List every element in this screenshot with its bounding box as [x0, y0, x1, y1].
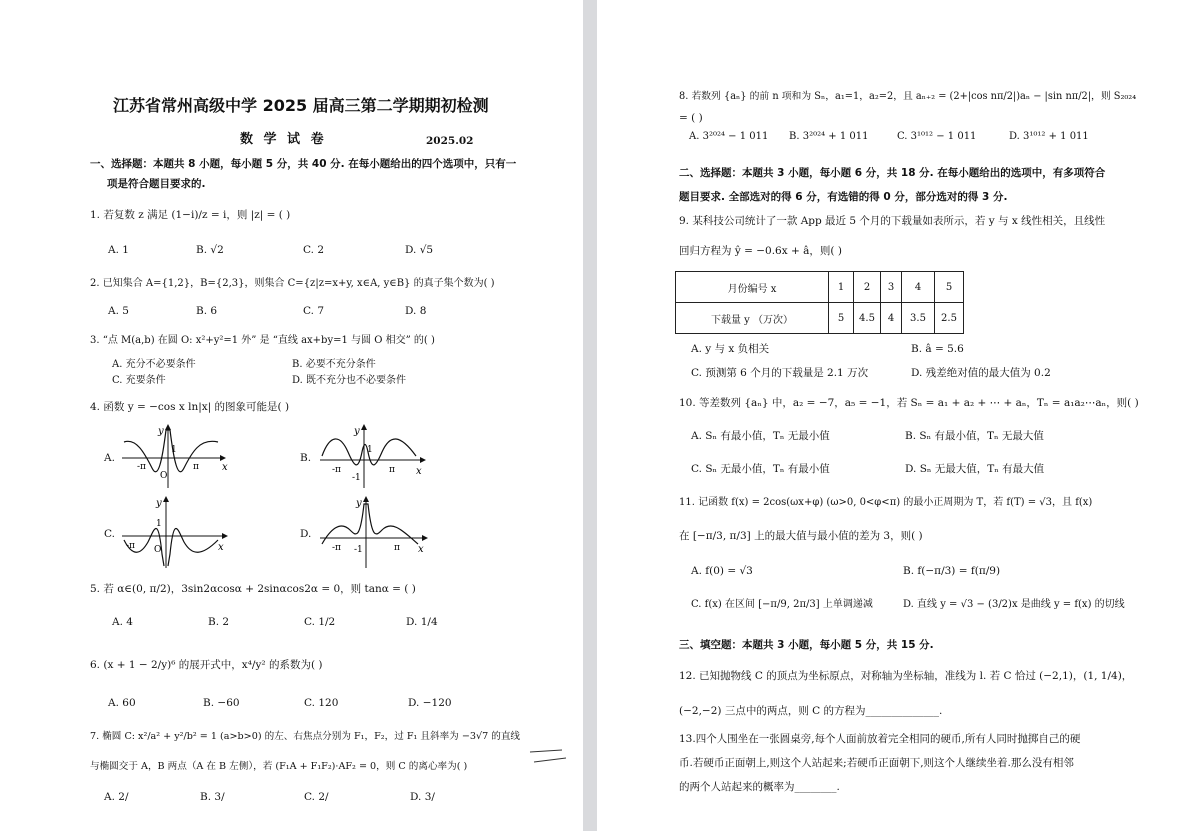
- exam-page-right: [597, 0, 1189, 831]
- q4-option-c: C.: [104, 528, 115, 540]
- q3-option-d: D. 既不充分也不必要条件: [292, 375, 407, 386]
- q5-option-d: D. 1/4: [406, 616, 438, 628]
- exam-title: 江苏省常州高级中学 2025 届高三第二学期期初检测: [113, 96, 489, 115]
- q1-option-d: D. √5: [405, 244, 434, 256]
- q9-option-a: A. y 与 x 负相关: [691, 343, 770, 355]
- page-gap: [583, 0, 597, 831]
- exam-page-left: [0, 0, 583, 831]
- q10-option-b: B. Sₙ 有最小值，Tₙ 无最大值: [905, 430, 1044, 442]
- q9-table-label-y: 下载量 y （万次）: [676, 303, 829, 334]
- q2-option-c: C. 7: [303, 305, 325, 317]
- q3-option-a: A. 充分不必要条件: [112, 359, 196, 370]
- q6-option-b: B. −60: [203, 697, 240, 709]
- q11-option-d: D. 直线 y = √3 − (3/2)x 是曲线 y = f(x) 的切线: [903, 599, 1125, 610]
- q9-table-row-y: [676, 303, 964, 334]
- q4a-neg-pi: -π: [137, 462, 146, 472]
- q8-option-c: C. 3¹⁰¹² − 1 011: [897, 131, 977, 142]
- q10-option-c: C. Sₙ 无最小值，Tₙ 有最小值: [691, 463, 830, 475]
- q12-stem-cont: (−2,−2) 三点中的两点，则 C 的方程为______________.: [679, 705, 943, 717]
- q8-stem: 8. 若数列 {aₙ} 的前 n 项和为 Sₙ，a₁=1，a₂=2，且 aₙ₊₂ = (2+|cos nπ/2|)aₙ − |sin nπ/2|，则 S₂₀₂₄: [679, 91, 1137, 102]
- q9-table-cell: 2: [854, 272, 881, 303]
- q4a-y-label: y: [158, 426, 164, 437]
- q4c-x-label: x: [218, 542, 224, 553]
- q3-option-c: C. 充要条件: [112, 375, 166, 386]
- q10-stem: 10. 等差数列 {aₙ} 中，a₂ = −7，a₅ = −1，若 Sₙ = a₁ + a₂ + ⋯ + aₙ，Tₙ = a₁a₂⋯aₙ，则( ): [679, 397, 1139, 409]
- q13-stem-cont2: 的两个人站起来的概率为________.: [679, 781, 840, 793]
- q11-option-b: B. f(−π/3) = f(π/9): [903, 565, 1001, 577]
- q7-stem: 7. 椭圆 C: x²/a² + y²/b² = 1 (a>b>0) 的左、右焦点分别为 F₁，F₂，过 F₁ 且斜率为 −3√7 的直线: [90, 731, 521, 742]
- q11-option-c: C. f(x) 在区间 [−π/9, 2π/3] 上单调递减: [691, 599, 873, 610]
- q10-option-a: A. Sₙ 有最小值，Tₙ 无最小值: [691, 430, 830, 442]
- q4a-origin: O: [160, 471, 168, 481]
- q9-table-row-x: [676, 272, 964, 303]
- q4d-pi: π: [394, 543, 400, 553]
- q6-stem: 6. (x + 1 − 2/y)⁶ 的展开式中，x⁴/y² 的系数为( ): [90, 659, 323, 671]
- q5-option-b: B. 2: [208, 616, 230, 628]
- pen-mark: [528, 742, 568, 782]
- section1-heading-cont: 项是符合题目要求的.: [107, 178, 206, 190]
- q6-option-a: A. 60: [108, 697, 136, 709]
- q4-stem: 4. 函数 y = −cos x ln|x| 的图象可能是( ): [90, 401, 290, 413]
- q8-option-a: A. 3²⁰²⁴ − 1 011: [689, 131, 769, 142]
- q9-stem-cont: 回归方程为 ŷ = −0.6x + â，则( ): [679, 245, 842, 257]
- q4c-y-label: y: [156, 498, 162, 509]
- section2-heading: 二、选择题：本题共 3 小题，每小题 6 分，共 18 分. 在每小题给出的选项中，有多项符合: [679, 167, 1106, 179]
- q10-option-d: D. Sₙ 无最大值，Tₙ 有最大值: [905, 463, 1045, 475]
- q2-option-a: A. 5: [108, 305, 129, 317]
- q4d-y-label: y: [356, 498, 362, 509]
- q3-option-b: B. 必要不充分条件: [292, 359, 376, 370]
- q4c-origin: O: [154, 545, 162, 555]
- q4b-y-label: y: [354, 426, 360, 437]
- q4d-neg-pi: -π: [332, 543, 341, 553]
- section2-heading-cont: 题目要求. 全部选对的得 6 分，有选错的得 0 分，部分选对的得 3 分.: [679, 191, 1008, 203]
- q4-graph-d: [316, 494, 430, 570]
- q9-table-cell: 5: [935, 272, 964, 303]
- q5-option-c: C. 1/2: [304, 616, 336, 628]
- q4a-x-label: x: [222, 462, 228, 473]
- q7-option-d: D. 3/: [410, 791, 435, 803]
- q12-stem: 12. 已知抛物线 C 的顶点为坐标原点，对称轴为坐标轴，准线为 l. 若 C 恰过 (−2,1)，(1, 1/4)，: [679, 670, 1133, 682]
- q9-table-cell: 4: [902, 272, 935, 303]
- q8-option-b: B. 3²⁰²⁴ + 1 011: [789, 131, 869, 142]
- q7-stem-cont: 与椭圆交于 A，B 两点（A 在 B 左侧），若 (F₁A + F₁F₂)·AF₂ = 0，则 C 的离心率为( ): [90, 761, 468, 772]
- q9-table-label-x: 月份编号 x: [676, 272, 829, 303]
- q4b-x-label: x: [416, 466, 422, 477]
- q3-stem: 3. “点 M(a,b) 在圆 O: x²+y²=1 外” 是 “直线 ax+by=1 与圆 O 相交” 的( ): [90, 335, 435, 346]
- q5-stem: 5. 若 α∈(0, π/2)，3sin2αcosα + 2sinαcos2α = 0，则 tanα = ( ): [90, 583, 416, 595]
- q9-option-b: B. â = 5.6: [911, 343, 964, 355]
- q8-option-d: D. 3¹⁰¹² + 1 011: [1009, 131, 1089, 142]
- q2-stem: 2. 已知集合 A={1,2}，B={2,3}，则集合 C={z|z=x+y, x∈A, y∈B} 的真子集个数为( ): [90, 278, 495, 289]
- q7-option-a: A. 2/: [104, 791, 129, 803]
- q4-option-b: B.: [300, 452, 312, 464]
- q11-option-a: A. f(0) = √3: [691, 565, 753, 577]
- q4a-one: 1: [171, 445, 177, 455]
- q1-option-a: A. 1: [108, 244, 129, 256]
- q4-option-a: A.: [104, 452, 115, 464]
- q2-option-b: B. 6: [196, 305, 218, 317]
- q4d-neg-one: -1: [354, 545, 363, 555]
- q7-option-b: B. 3/: [200, 791, 225, 803]
- q7-option-c: C. 2/: [304, 791, 329, 803]
- q13-stem: 13.四个人围坐在一张圆桌旁,每个人面前放着完全相同的硬币,所有人同时抛掷自己的硬: [679, 733, 1081, 745]
- q9-table-cell: 4: [881, 303, 902, 334]
- q9-option-d: D. 残差绝对值的最大值为 0.2: [911, 367, 1051, 379]
- q9-table-cell: 3.5: [902, 303, 935, 334]
- q9-table-cell: 4.5: [854, 303, 881, 334]
- q9-stem: 9. 某科技公司统计了一款 App 最近 5 个月的下载量如表所示，若 y 与 x 线性相关，且线性: [679, 215, 1106, 227]
- q4a-pi: π: [193, 462, 199, 472]
- q9-table-cell: 1: [829, 272, 854, 303]
- q5-option-a: A. 4: [112, 616, 133, 628]
- q11-stem: 11. 记函数 f(x) = 2cos(ωx+φ) (ω>0, 0<φ<π) 的最小正周期为 T，若 f(T) = √3，且 f(x): [679, 497, 1093, 508]
- q1-stem: 1. 若复数 z 满足 (1−i)/z = i，则 |z| = ( ): [90, 209, 291, 221]
- q9-table-cell: 3: [881, 272, 902, 303]
- q6-option-d: D. −120: [408, 697, 452, 709]
- q4-option-d: D.: [300, 528, 312, 540]
- q4-graph-a: [118, 422, 228, 490]
- q1-option-c: C. 2: [303, 244, 325, 256]
- exam-subtitle: 数 学 试 卷: [240, 132, 327, 147]
- q13-stem-cont: 币.若硬币正面朝上,则这个人站起来;若硬币正面朝下,则这个人继续坐着.那么没有相邻: [679, 757, 1074, 769]
- section3-heading: 三、填空题：本题共 3 小题，每小题 5 分，共 15 分.: [679, 639, 934, 651]
- q4d-x-label: x: [418, 544, 424, 555]
- q9-table-cell: 5: [829, 303, 854, 334]
- q9-table-cell: 2.5: [935, 303, 964, 334]
- section1-heading: 一、选择题：本题共 8 小题，每小题 5 分，共 40 分. 在每小题给出的四个选项中，只有一: [90, 158, 517, 170]
- q9-option-c: C. 预测第 6 个月的下载量是 2.1 万次: [691, 367, 869, 379]
- q4b-one: 1: [367, 445, 373, 455]
- exam-date: 2025.02: [426, 135, 474, 147]
- q1-option-b: B. √2: [196, 244, 224, 256]
- q2-option-d: D. 8: [405, 305, 427, 317]
- q4-graph-b: [316, 422, 428, 490]
- q4b-neg-one: -1: [352, 473, 361, 483]
- q9-table: [675, 271, 964, 334]
- q6-option-c: C. 120: [304, 697, 339, 709]
- q11-stem-cont: 在 [−π/3, π/3] 上的最大值与最小值的差为 3，则( ): [679, 530, 923, 542]
- q4c-neg-pi: -π: [126, 541, 135, 551]
- q4c-one: 1: [156, 519, 162, 529]
- q4b-neg-pi: -π: [332, 465, 341, 475]
- q4b-pi: π: [389, 465, 395, 475]
- q8-stem-cont: = ( ): [679, 112, 703, 124]
- q4-graph-c: [118, 494, 230, 570]
